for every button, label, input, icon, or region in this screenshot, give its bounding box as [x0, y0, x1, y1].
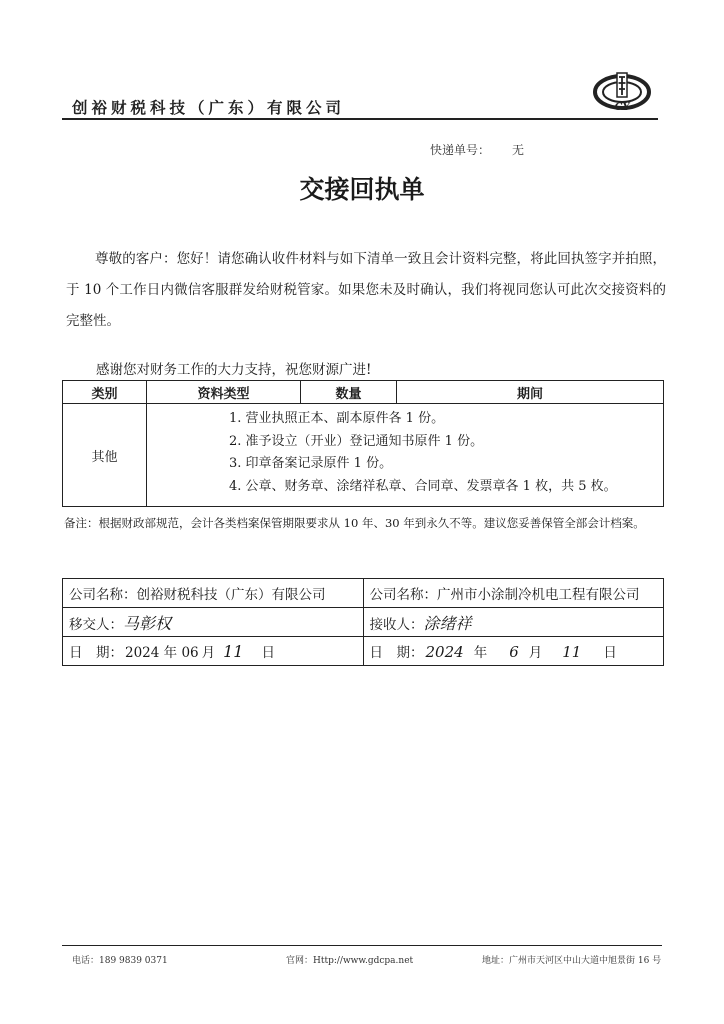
to-person-cell — [363, 608, 664, 637]
to-date-year: 2024 — [425, 643, 464, 661]
express-label: 快递单号： — [430, 143, 491, 157]
table-row — [63, 404, 664, 507]
page-title: 交接回执单 — [299, 175, 425, 204]
list-item: 1. 营业执照正本、副本原件各 1 份。 — [229, 411, 445, 426]
express-value: 无 — [512, 143, 525, 157]
from-person-label: 移交人： — [69, 616, 123, 633]
header-quantity: 数量 — [301, 381, 397, 404]
header-period: 期间 — [397, 381, 664, 404]
from-date-cell — [63, 637, 364, 666]
express-number — [430, 141, 524, 158]
to-company-cell — [363, 579, 664, 608]
footer-website[interactable]: 官网：Http://www.gdcpa.net — [286, 956, 414, 966]
to-date-month: 6 — [509, 643, 519, 661]
from-person-signature: 马彰权 — [123, 613, 172, 633]
from-date-day: 11 — [223, 642, 244, 661]
from-company-cell — [63, 579, 364, 608]
from-date-month-unit: 月 — [201, 645, 216, 661]
thanks-line: 感谢您对财务工作的大力支持，祝您财源广进! — [96, 362, 372, 378]
materials-table — [62, 380, 664, 507]
materials-header-row — [63, 381, 664, 404]
from-person-cell — [63, 608, 364, 637]
to-company-value: 广州市小涂制冷机电工程有限公司 — [437, 587, 640, 603]
footer-divider — [62, 945, 662, 946]
header-material-type: 资料类型 — [147, 381, 301, 404]
header-category: 类别 — [63, 381, 147, 404]
footer-address: 地址：广州市天河区中山大道中旭景街 16 号 — [482, 956, 662, 966]
list-item: 4. 公章、财务章、涂绪祥私章、合同章、发票章各 1 枚，共 5 枚。 — [229, 478, 617, 494]
company-row — [63, 579, 664, 608]
intro-paragraph: 尊敬的客户：您好！请您确认收件材料与如下清单一致且会计资料完整，将此回执签字并拍照，于 10 个工作日内微信客服群发给财税管家。如果您未及时确认，我们将视同您认可此次交接资料的完整性。 — [66, 251, 666, 329]
to-person-label: 接收人： — [369, 616, 424, 633]
list-item: 3. 印章备案记录原件 1 份。 — [229, 456, 393, 471]
header-divider — [62, 118, 658, 120]
from-date-year: 2024 年 06 — [125, 645, 199, 661]
to-person-signature: 涂绪祥 — [423, 613, 472, 633]
items-cell — [147, 404, 664, 507]
remark-note: 备注：根据财政部规范，会计各类档案保管期限要求从 10 年、30 年到永久不等。建议您妥善保管全部会计档案。 — [64, 516, 645, 530]
company-logo — [590, 70, 654, 114]
handover-table — [62, 578, 664, 666]
to-date-day: 11 — [562, 643, 582, 661]
to-date-cell — [363, 637, 664, 666]
logo-text: CY — [614, 102, 630, 113]
to-date-day-unit: 日 — [603, 645, 617, 661]
from-date-day-unit: 日 — [261, 645, 275, 661]
company-header: 创裕财税科技（广东）有限公司 — [72, 99, 346, 117]
list-item: 2. 准予设立（开业）登记通知书原件 1 份。 — [229, 433, 484, 449]
from-company-label: 公司名称： — [69, 587, 137, 603]
category-cell: 其他 — [63, 404, 147, 507]
to-date-year-unit: 年 — [473, 645, 488, 661]
to-date-label: 日 期： — [369, 645, 424, 661]
from-date-label: 日 期： — [69, 645, 123, 661]
to-company-label: 公司名称： — [369, 587, 437, 603]
footer-phone: 电话：189 9839 0371 — [72, 956, 168, 966]
person-row — [63, 608, 664, 637]
from-company-value: 创裕财税科技（广东）有限公司 — [136, 587, 326, 603]
date-row — [63, 637, 664, 666]
to-date-month-unit: 月 — [528, 645, 543, 661]
